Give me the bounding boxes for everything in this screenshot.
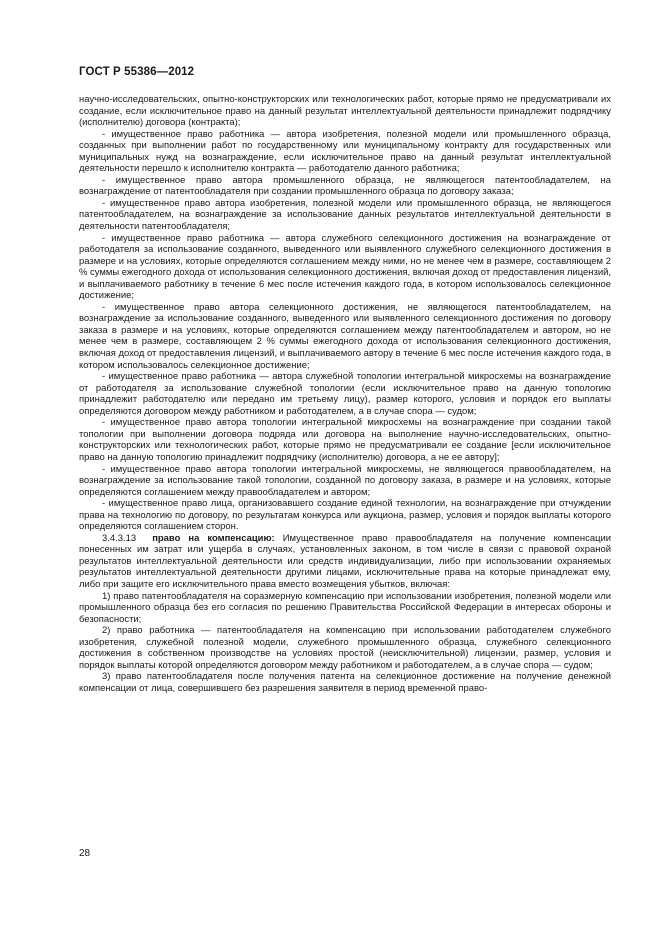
list-item: - имущественное право автора промышленного образца, не являющегося патентообладателем, на вознаграждение от патентообладателя при создании промышленного образца по договору заказа; — [79, 174, 611, 198]
numbered-item: 2) право работника — патентообладателя на компенсацию при использовании работодателем служебного изобретения, служебной полезной модели, служебного промышленного образца, служебного селекционного достижения в собственном производстве на условиях простой (неисключительной) лицензии, размер, условия и порядок выплаты которой определяются договором между работником и работодателем, а в случае спора — судом; — [79, 625, 611, 671]
document-header: ГОСТ Р 55386—2012 — [79, 66, 195, 78]
list-item: - имущественное право автора топологии интегральной микросхемы на вознаграждение при создании такой топологии при выполнении договора подряда или договора на выполнение научно-исследовательских, опытно-конструкторских или технологических работ, которые прямо не предусматривали ее создание [если исключительное право на данную топологию принадлежит подрядчику (исполнителю) договора, а не ее автору]; — [79, 417, 611, 463]
list-item: - имущественное право автора селекционного достижения, не являющегося патентообладателем, на вознаграждение за использование созданного, выведенного или выявленного селекционного достижения по договору заказа в размере и на условиях, которые определяются соглашением между патентообладателем и автором, но не менее чем в размере, составляющем 2 % суммы ежегодного дохода от использования селекционного достижения, включая доход от предоставления лицензий, и выплачиваемого автору в течение 6 мес после истечения каждого года, в котором использовалось селекционное достижение; — [79, 301, 611, 371]
list-item: - имущественное право работника — автора служебного селекционного достижения на вознаграждение от работодателя за использование созданного, выведенного или выявленного служебного селекционного достижения в размере и на условиях, которые определяются соглашением между ними, но не менее чем в размере, составляющем 2 % суммы ежегодного дохода от использования селекционного достижения, включая доход от предоставления лицензий, и выплачиваемого работнику в течение 6 мес после истечения каждого года, в котором использовалось селекционное достижение; — [79, 232, 611, 302]
numbered-item: 3) право патентообладателя после получения патента на селекционное достижение на получение денежной компенсации от лица, совершившего без разрешения заявителя в период временной право- — [79, 671, 611, 694]
section-text: Имущественное право правообладателя на получение компенсации понесенных им затрат или ущерба в случаях, установленных законом, в том числе в связи с правовой охраной результатов интеллектуальной деятельности или средств индивидуализации, либо при использовании охраняемых результатов интеллектуальной деятельности другими лицами, исключительные права на которые принадлежат ему, либо при защите его исключительного права вместо возмещения убытков, включая: — [79, 532, 612, 590]
list-item: - имущественное право автора изобретения, полезной модели или промышленного образца, не являющегося патентообладателем, на вознаграждение за использование данных результатов интеллектуальной деятельности в деятельности патентообладателя; — [79, 197, 611, 233]
list-item: - имущественное право работника — автора изобретения, полезной модели или промышленного образца, созданных при выполнении работ по государственному или муниципальному контракту для государственных или муниципальных нужд на вознаграждение, если исключительное право на данный результат интеллектуальной деятельности перешло к исполнителю контракта — работодателю данного работника; — [79, 128, 611, 175]
paragraph: научно-исследовательских, опытно-конструкторских или технологических работ, которые прямо не предусматривали их создание, если исключительное право на данный результат интеллектуальной деятельности принадлежит подрядчику (исполнителю) договора (контракта); — [79, 94, 611, 129]
section-term: право на компенсацию: — [152, 532, 275, 544]
section-paragraph — [79, 533, 611, 591]
section-number: 3.4.3.13 — [102, 532, 137, 544]
page-number: 28 — [79, 848, 91, 859]
list-item: - имущественное право автора топологии интегральной микросхемы, не являющегося правообладателем, на вознаграждение за использование такой топологии, созданной по договору заказа, в размере и на условиях, которые определяются соглашением между правообладателем и автором; — [79, 463, 611, 498]
numbered-item: 1) право патентообладателя на соразмерную компенсацию при использовании изобретения, полезной модели или промышленного образца без его согласия по решению Правительства Российской Федерации в интересах обороны и безопасности; — [79, 590, 611, 625]
list-item: - имущественное право лица, организовавшего создание единой технологии, на вознаграждение при отчуждении права на технологию по договору, по результатам конкурса или аукциона, размер, условия и порядок выплаты которого определяются соглашением сторон. — [79, 498, 611, 533]
document-body — [79, 94, 611, 694]
list-item: - имущественное право работника — автора служебной топологии интегральной микросхемы на вознаграждение от работодателя за использование служебной топологии (если исключительное право на данную топологию принадлежит работодателю или передано им третьему лицу), размер которого, условия и порядок его выплаты определяются договором между работником и работодателем, а в случае спора — судом; — [79, 371, 611, 417]
